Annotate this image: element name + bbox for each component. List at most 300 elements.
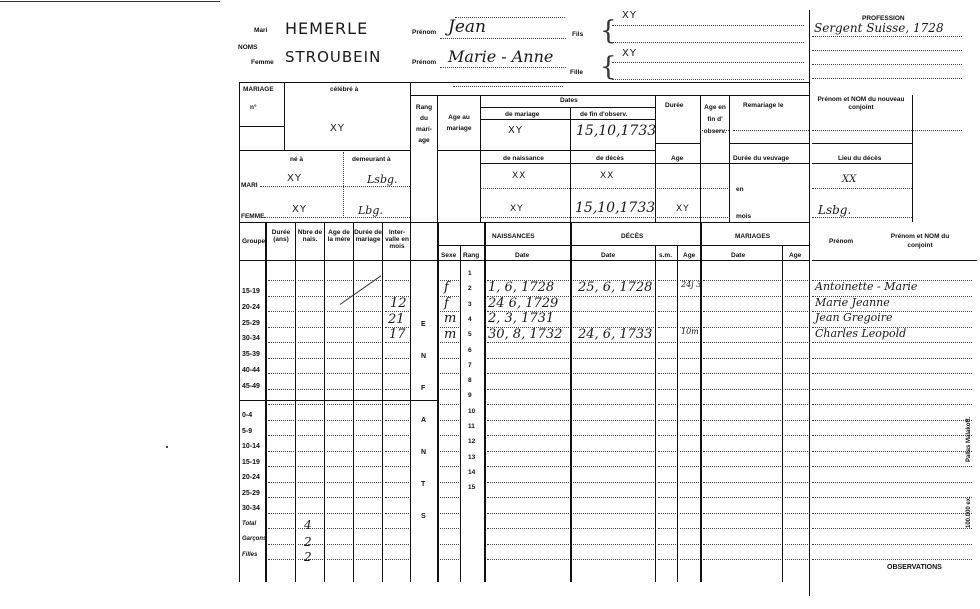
child-prenom: Charles Leopold — [815, 326, 907, 340]
fils-value: XY — [622, 10, 637, 21]
group-bottom-label: Total — [242, 520, 257, 527]
row-dotted-line — [658, 404, 676, 405]
row-dotted-line — [268, 296, 294, 297]
row-dotted-line — [327, 559, 352, 560]
row-dotted-line — [703, 559, 781, 560]
group-bottom-label: 20-24 — [242, 474, 260, 481]
remariage-label: Remariage le — [743, 102, 784, 109]
row-dotted-line — [658, 296, 676, 297]
row-dotted-line — [385, 358, 409, 359]
en-label: en — [736, 186, 744, 193]
enfants-letter: S — [421, 513, 426, 520]
row-dotted-line — [356, 497, 381, 498]
dates-top — [410, 95, 809, 96]
row-dotted-line — [658, 528, 676, 529]
child-prenom: Marie Jeanne — [815, 295, 890, 309]
prof-line1 — [812, 36, 962, 37]
row-dotted-line — [658, 342, 676, 343]
filles-value: 2 — [304, 550, 312, 564]
row-dotted-line — [487, 544, 569, 545]
femme-deces: 15,10,1733 — [575, 200, 656, 216]
row-dotted-line — [298, 420, 323, 421]
deces-age-label: Age — [683, 252, 696, 259]
right-divider — [809, 10, 810, 596]
child-naissance: 2, 3, 1731 — [488, 311, 555, 326]
row-dotted-line — [327, 296, 352, 297]
row-dotted-line — [298, 513, 323, 514]
nbre-label: Nbre de nais. — [297, 229, 323, 243]
intervalle-label: Inter-valle en mois — [385, 229, 409, 250]
row-dotted-line — [327, 451, 352, 452]
age-label: Age au mariage — [446, 114, 472, 132]
col-v9 — [484, 222, 486, 582]
femme-dates-line — [480, 217, 730, 218]
row-dotted-line — [658, 420, 676, 421]
row-dotted-line — [812, 373, 972, 374]
rank-number: 7 — [468, 361, 472, 369]
row-dotted-line — [440, 435, 459, 436]
col-v6 — [410, 222, 411, 582]
row-dotted-line — [785, 358, 808, 359]
row-dotted-line — [298, 435, 323, 436]
mari-dates-line — [480, 188, 730, 189]
remariage-dot — [733, 130, 809, 131]
row-dotted-line — [487, 389, 569, 390]
row-dotted-line — [785, 544, 808, 545]
group-bottom-label: Garçons — [242, 536, 267, 542]
row-dotted-line — [487, 358, 569, 359]
duree-mariage-label: Durée de mariage — [354, 229, 382, 243]
mois-label: mois — [736, 213, 752, 220]
row-dotted-line — [298, 482, 323, 483]
row-dotted-line — [680, 358, 699, 359]
row-dotted-line — [573, 296, 654, 297]
row-dotted-line — [785, 559, 808, 560]
group-bottom-label: 0-4 — [242, 412, 253, 419]
row-dotted-line — [487, 466, 569, 467]
naissance-label: de naissance — [503, 155, 544, 162]
row-dotted-line — [703, 327, 781, 328]
child-age: 10m — [681, 326, 699, 336]
row-dotted-line — [327, 435, 352, 436]
row-dotted-line — [680, 482, 699, 483]
row-dotted-line — [487, 342, 569, 343]
row-dotted-line — [703, 296, 781, 297]
right-header-bottom — [812, 260, 977, 261]
mari-lieu-line — [812, 188, 912, 189]
row-dotted-line — [268, 342, 294, 343]
row-dotted-line — [268, 311, 294, 312]
row-dotted-line — [573, 544, 654, 545]
row-dotted-line — [268, 544, 294, 545]
sexe-label: Sexe — [441, 252, 457, 259]
row-dotted-line — [812, 528, 972, 529]
mariage-top — [239, 82, 809, 83]
fils-brace: { — [600, 16, 617, 46]
row-dotted-line — [785, 497, 808, 498]
interval-3: 17 — [389, 327, 406, 342]
row-dotted-line — [703, 404, 781, 405]
row-dotted-line — [298, 280, 323, 281]
mari-deces: XX — [600, 171, 615, 181]
row-dotted-line — [327, 389, 352, 390]
col-v11 — [655, 245, 656, 582]
row-dotted-line — [680, 435, 699, 436]
row-dotted-line — [658, 327, 676, 328]
row-dotted-line — [298, 466, 323, 467]
row-dotted-line — [268, 451, 294, 452]
row-dotted-line — [385, 559, 409, 560]
top-rule — [0, 1, 220, 2]
row-dotted-line — [385, 466, 409, 467]
deces-label: de décès — [596, 155, 624, 162]
child-sexe: m — [444, 311, 457, 326]
dates-label: Dates — [560, 97, 578, 104]
row-dotted-line — [487, 373, 569, 374]
femme-label: Femme — [251, 59, 274, 66]
row-dotted-line — [573, 513, 654, 514]
celebre-label: célébré à — [330, 86, 359, 93]
row-dotted-line — [298, 373, 323, 374]
row-dotted-line — [658, 497, 676, 498]
row-dotted-line — [327, 280, 352, 281]
total-value: 4 — [304, 518, 312, 532]
col-v7 — [437, 222, 439, 582]
row-dotted-line — [812, 389, 972, 390]
col-v4 — [353, 222, 354, 582]
naiss-bottom — [480, 163, 809, 164]
enfants-letter: N — [421, 449, 427, 456]
mariage-bottom — [239, 150, 410, 151]
row-dotted-line — [356, 358, 381, 359]
row-dotted-line — [785, 466, 808, 467]
rank-number: 9 — [468, 392, 472, 400]
fille-line1 — [612, 62, 804, 63]
row-dotted-line — [658, 358, 676, 359]
mari-demeurant: Lsbg. — [367, 173, 398, 186]
row-dotted-line — [268, 528, 294, 529]
row-dotted-line — [703, 420, 781, 421]
row-dotted-line — [356, 420, 381, 421]
fille-line2 — [612, 79, 804, 80]
row-dotted-line — [573, 435, 654, 436]
age-mere-label: Age de la mère — [327, 229, 351, 243]
rang-col-label: Rang — [463, 252, 480, 259]
fille-label: Fille — [570, 69, 584, 76]
row-dotted-line — [573, 528, 654, 529]
profession-value: Sergent Suisse, 1728 — [814, 21, 944, 35]
row-dotted-line — [440, 544, 459, 545]
mari-label: Mari — [254, 27, 268, 34]
row-dotted-line — [268, 389, 294, 390]
row-dotted-line — [440, 497, 459, 498]
row-dotted-line — [658, 513, 676, 514]
col-v3 — [324, 222, 325, 582]
row-dotted-line — [658, 559, 676, 560]
row-dotted-line — [268, 327, 294, 328]
row-dotted-line — [327, 342, 352, 343]
row-dotted-line — [680, 342, 699, 343]
row-dotted-line — [356, 342, 381, 343]
enfants-letter: E — [421, 321, 426, 328]
row-dotted-line — [356, 373, 381, 374]
interval-1: 12 — [390, 296, 407, 311]
row-dotted-line — [440, 420, 459, 421]
row-dotted-line — [703, 497, 781, 498]
dates-sub-bottom — [480, 119, 655, 120]
femme-lieu-deces: Lsbg. — [818, 203, 852, 217]
femme-name: STROUBEIN — [285, 48, 382, 66]
rem-sep — [729, 143, 809, 144]
interval-2: 21 — [388, 312, 405, 327]
print-run-text: 100.000 ex. — [966, 496, 972, 528]
row-dotted-line — [327, 497, 352, 498]
row-dotted-line — [385, 342, 409, 343]
mariage-date: XY — [508, 125, 523, 136]
row-dotted-line — [785, 389, 808, 390]
row-dotted-line — [440, 559, 459, 560]
dates-left — [480, 95, 481, 222]
row-dotted-line — [385, 482, 409, 483]
prenom-nom-label: Prénom et NOM du nouveau conjoint — [817, 96, 905, 111]
row-dotted-line — [785, 311, 808, 312]
group-top-label: 30-34 — [242, 335, 260, 343]
prof-line3 — [812, 64, 962, 65]
child-age: 24j 3 — [681, 280, 702, 289]
child-prenom: Antoinette - Marie — [815, 280, 918, 293]
rank-number: 3 — [468, 300, 472, 308]
group-bottom-label: Filles — [242, 551, 258, 558]
row-dotted-line — [356, 389, 381, 390]
row-dotted-line — [487, 528, 569, 529]
row-dotted-line — [385, 420, 409, 421]
row-dotted-line — [658, 544, 676, 545]
child-deces: 25, 6, 1728 — [578, 280, 653, 295]
mari-row-line — [260, 186, 410, 187]
femme-demeurant: Lbg. — [358, 204, 383, 217]
duree-veuvage-label: Durée du veuvage — [733, 155, 789, 162]
group-top-label: 45-49 — [242, 382, 260, 390]
row-dotted-line — [487, 420, 569, 421]
header-bottom — [239, 260, 809, 261]
remariage-left — [729, 95, 730, 222]
row-dotted-line — [298, 342, 323, 343]
col-v1 — [265, 222, 267, 582]
row-dotted-line — [573, 358, 654, 359]
enfants-letter: F — [421, 385, 426, 392]
femme-firstname-line — [440, 67, 566, 68]
row-dotted-line — [703, 528, 781, 529]
group-bottom-label: 5-9 — [242, 427, 253, 435]
row-dotted-line — [658, 311, 676, 312]
row-dotted-line — [298, 358, 323, 359]
row-dotted-line — [385, 280, 409, 281]
row-dotted-line — [356, 435, 381, 436]
duree-ans-label: Durée (ans) — [271, 229, 291, 243]
row-dotted-line — [440, 358, 459, 359]
child-naissance: 30, 8, 1732 — [488, 326, 563, 342]
row-dotted-line — [658, 466, 676, 467]
row-dotted-line — [703, 280, 781, 281]
row-dotted-line — [680, 528, 699, 529]
row-dotted-line — [385, 544, 409, 545]
row-dotted-line — [440, 528, 459, 529]
row-dotted-line — [812, 451, 972, 452]
naiss-top — [437, 150, 655, 151]
child-naissance: 1, 6, 1728 — [488, 280, 555, 295]
row-dotted-line — [356, 311, 381, 312]
row-dotted-line — [573, 420, 654, 421]
observations-label: OBSERVATIONS — [887, 564, 942, 571]
row-dotted-line — [680, 404, 699, 405]
row-dotted-line — [327, 482, 352, 483]
age-col-label: Age — [671, 155, 684, 162]
enfants-letter: T — [421, 481, 426, 488]
row-dotted-line — [703, 513, 781, 514]
naiss-date-label: Date — [515, 252, 530, 259]
row-dotted-line — [680, 389, 699, 390]
child-sexe: f — [444, 295, 449, 311]
mari-row-label: MARI — [241, 182, 258, 189]
row-dotted-line — [487, 513, 569, 514]
row-dotted-line — [785, 528, 808, 529]
row-dotted-line — [703, 342, 781, 343]
age-fin-dot — [700, 130, 729, 131]
row-dotted-line — [703, 435, 781, 436]
fille-value: XY — [622, 48, 637, 59]
row-dotted-line — [440, 482, 459, 483]
row-dotted-line — [658, 389, 676, 390]
enfants-letter: N — [421, 353, 427, 360]
col-v13 — [700, 222, 702, 582]
sm-label: s.m. — [659, 252, 673, 259]
row-dotted-line — [785, 482, 808, 483]
row-dotted-line — [440, 373, 459, 374]
row-dotted-line — [487, 435, 569, 436]
row-dotted-line — [385, 451, 409, 452]
row-dotted-line — [356, 296, 381, 297]
row-dotted-line — [356, 451, 381, 452]
row-dotted-line — [356, 280, 381, 281]
row-dotted-line — [327, 420, 352, 421]
row-dotted-line — [573, 451, 654, 452]
row-dotted-line — [812, 435, 972, 436]
child-naissance: 24 6, 1729 — [488, 295, 559, 311]
dates-sub-top — [480, 107, 655, 108]
row-dotted-line — [573, 559, 654, 560]
row-dotted-line — [785, 513, 808, 514]
mariages-date-label: Date — [731, 252, 746, 259]
group-break — [239, 400, 437, 401]
child-sexe: f — [444, 280, 449, 295]
row-dotted-line — [385, 373, 409, 374]
row-dotted-line — [785, 435, 808, 436]
row-dotted-line — [703, 389, 781, 390]
duree-sep — [655, 143, 700, 144]
row-dotted-line — [703, 544, 781, 545]
dates-mid — [570, 108, 571, 222]
row-dotted-line — [680, 544, 699, 545]
rank-number: 4 — [468, 315, 472, 323]
femme-naissance: XY — [510, 204, 524, 214]
mari-lieu-deces: XX — [842, 174, 857, 185]
row-dotted-line — [658, 482, 676, 483]
row-dotted-line — [680, 420, 699, 421]
row-dotted-line — [356, 513, 381, 514]
mari-naissance: XX — [512, 171, 527, 181]
row-dotted-line — [487, 559, 569, 560]
row-dotted-line — [703, 466, 781, 467]
demeurant-label: demeurant à — [352, 156, 391, 163]
row-dotted-line — [703, 311, 781, 312]
row-dotted-line — [487, 451, 569, 452]
group-top-label: 35-39 — [242, 351, 260, 359]
femme-age: XY — [676, 204, 690, 214]
row-dotted-line — [812, 358, 972, 359]
row-dotted-line — [268, 358, 294, 359]
stray-dot — [166, 446, 168, 448]
femme-ne-a: XY — [292, 204, 307, 215]
col-v14 — [782, 245, 783, 582]
row-dotted-line — [440, 404, 459, 405]
rank-number: 6 — [468, 346, 472, 354]
row-dotted-line — [785, 280, 808, 281]
publisher-text: Pallas Malakoff. — [966, 416, 972, 462]
group-top-label: 20-24 — [242, 303, 260, 311]
row-dotted-line — [487, 482, 569, 483]
row-dotted-line — [680, 513, 699, 514]
child-deces: 24, 6, 1733 — [578, 326, 653, 342]
row-dotted-line — [298, 327, 323, 328]
row-dotted-line — [356, 528, 381, 529]
row-dotted-line — [703, 373, 781, 374]
row-dotted-line — [385, 435, 409, 436]
row-dotted-line — [703, 482, 781, 483]
ne-a-label: né à — [290, 156, 304, 163]
row-dotted-line — [812, 404, 972, 405]
rank-number: 1 — [468, 270, 472, 277]
row-dotted-line — [298, 497, 323, 498]
row-dotted-line — [573, 482, 654, 483]
row-dotted-line — [356, 466, 381, 467]
row-dotted-line — [573, 373, 654, 374]
row-dotted-line — [268, 559, 294, 560]
row-dotted-line — [385, 497, 409, 498]
left-border — [239, 82, 240, 582]
row-dotted-line — [680, 373, 699, 374]
group-bottom-label: 10-14 — [242, 443, 260, 450]
dotted-bottom — [453, 86, 563, 87]
row-dotted-line — [440, 296, 459, 297]
row-dotted-line — [327, 358, 352, 359]
mari-firstname: Jean — [448, 17, 486, 37]
naissances-label: NAISSANCES — [492, 233, 535, 240]
row-dotted-line — [487, 404, 569, 405]
row-dotted-line — [812, 559, 972, 560]
row-dotted-line — [487, 497, 569, 498]
child-sexe: m — [444, 326, 457, 342]
conjoint-dot — [812, 130, 962, 131]
row-dotted-line — [268, 513, 294, 514]
col-v10 — [570, 222, 572, 582]
group-top-label: 15-19 — [242, 288, 260, 295]
fille-brace: { — [600, 52, 617, 82]
row-dotted-line — [440, 389, 459, 390]
prenom-col-label: Prénom — [829, 238, 854, 245]
deces-date-label: Date — [601, 252, 616, 259]
row-dotted-line — [356, 404, 381, 405]
row-dotted-line — [680, 497, 699, 498]
